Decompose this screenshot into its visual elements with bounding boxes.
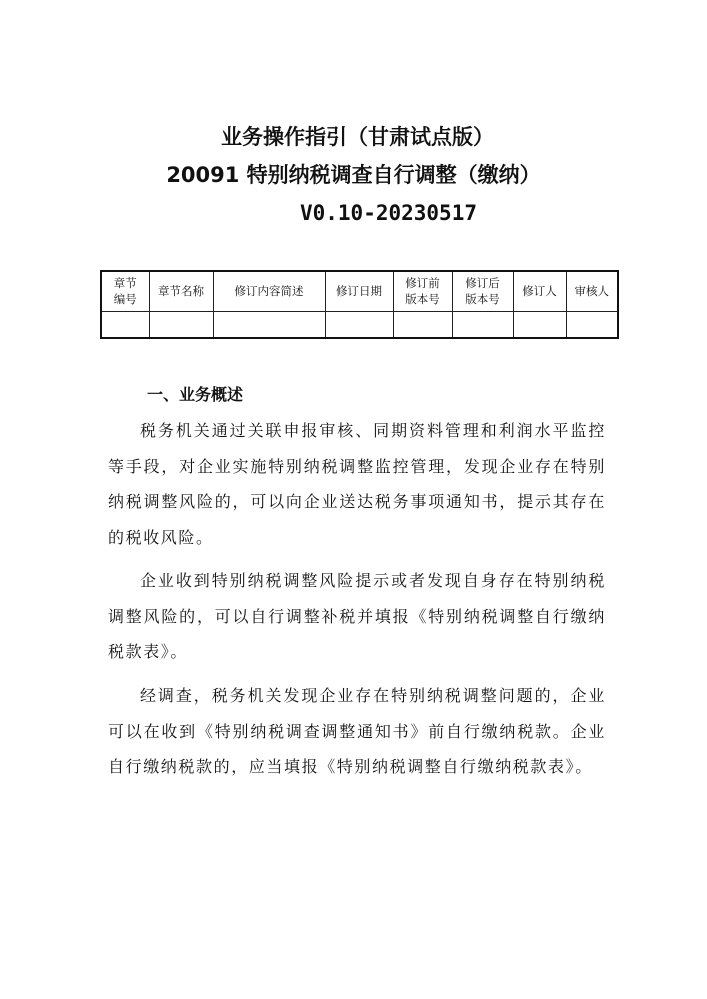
title-line-1: 业务操作指引（甘肃试点版） [221, 125, 494, 149]
table-cell [213, 311, 325, 338]
col-section-name: 章节名称 [149, 271, 213, 311]
section-heading: 一、业务概述 [147, 385, 244, 404]
title-line-2: 20091 特别纳税调查自行调整（缴纳） [166, 163, 541, 187]
col-reviewer: 审核人 [566, 271, 618, 311]
revision-table [100, 270, 619, 339]
title-line-3: V0.10-20230517 [299, 201, 477, 225]
table-cell [452, 311, 513, 338]
col-section-number: 章节 编号 [101, 271, 149, 311]
col-version-before: 修订前 版本号 [393, 271, 452, 311]
paragraph: 企业收到特别纳税调整风险提示或者发现自身存在特别纳税调整风险的，可以自行调整补税并填报《特别纳税调整自行缴纳税款表》。 [108, 571, 606, 661]
table-cell [513, 311, 566, 338]
table-row [101, 311, 618, 338]
paragraph: 经调查，税务机关发现企业存在特别纳税调整问题的，企业可以在收到《特别纳税调查调整通知书》前自行缴纳税款。企业自行缴纳税款的，应当填报《特别纳税调整自行缴纳税款表》。 [108, 686, 606, 776]
table-cell [325, 311, 393, 338]
table-cell [149, 311, 213, 338]
col-revision-summary: 修订内容简述 [213, 271, 325, 311]
col-revision-date: 修订日期 [325, 271, 393, 311]
table-cell [566, 311, 618, 338]
table-cell [101, 311, 149, 338]
document-title [0, 118, 707, 232]
col-reviser: 修订人 [513, 271, 566, 311]
revision-table-header [101, 271, 618, 311]
paragraph: 税务机关通过关联申报审核、同期资料管理和利润水平监控等手段，对企业实施特别纳税调整监控管理，发现企业存在特别纳税调整风险的，可以向企业送达税务事项通知书，提示其存在的税收风险。 [108, 421, 606, 547]
col-version-after: 修订后 版本号 [452, 271, 513, 311]
table-cell [393, 311, 452, 338]
